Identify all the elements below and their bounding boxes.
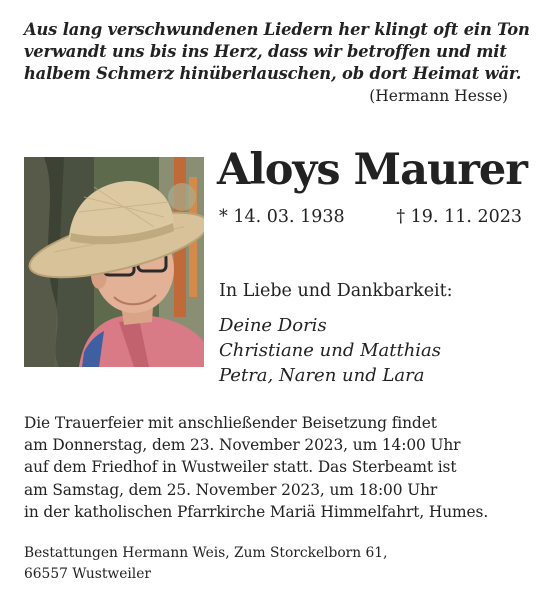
family-list bbox=[219, 313, 441, 388]
quote-line: Aus lang verschwundenen Liedern her klingt oft ein Ton bbox=[24, 20, 530, 39]
birth-date: * 14. 03. 1938 bbox=[219, 207, 345, 227]
quote-line: halbem Schmerz hinüberlauschen, ob dort Heimat wär. bbox=[24, 64, 522, 83]
undertaker-line: Bestattungen Hermann Weis, Zum Storckelborn 61, bbox=[24, 545, 388, 561]
ceremony-line: am Donnerstag, dem 23. November 2023, um 14:00 Uhr bbox=[24, 436, 461, 455]
quote-author: (Hermann Hesse) bbox=[369, 87, 508, 105]
ceremony-line: in der katholischen Pfarrkirche Mariä Himmelfahrt, Humes. bbox=[24, 502, 489, 521]
ceremony-line: auf dem Friedhof in Wustweiler statt. Das Sterbeamt ist bbox=[24, 458, 457, 477]
ceremony-line: am Samstag, dem 25. November 2023, um 18:00 Uhr bbox=[24, 480, 438, 499]
deceased-name: Aloys Maurer bbox=[217, 145, 527, 195]
memorial-quote bbox=[24, 19, 530, 85]
quote-line: verwandt uns bis ins Herz, dass wir betroffen und mit bbox=[24, 42, 507, 61]
undertaker-line: 66557 Wustweiler bbox=[24, 566, 151, 582]
undertaker-info bbox=[24, 543, 387, 585]
family-member: Deine Doris bbox=[219, 315, 327, 336]
family-member: Petra, Naren und Lara bbox=[219, 365, 425, 386]
dedication-text: In Liebe und Dankbarkeit: bbox=[219, 281, 453, 301]
ceremony-line: Die Trauerfeier mit anschließender Beisetzung findet bbox=[24, 414, 437, 432]
ceremony-info bbox=[24, 412, 488, 523]
death-date: † 19. 11. 2023 bbox=[396, 207, 522, 227]
life-dates bbox=[217, 205, 522, 231]
portrait-photo bbox=[24, 157, 204, 367]
family-member: Christiane und Matthias bbox=[219, 340, 442, 361]
